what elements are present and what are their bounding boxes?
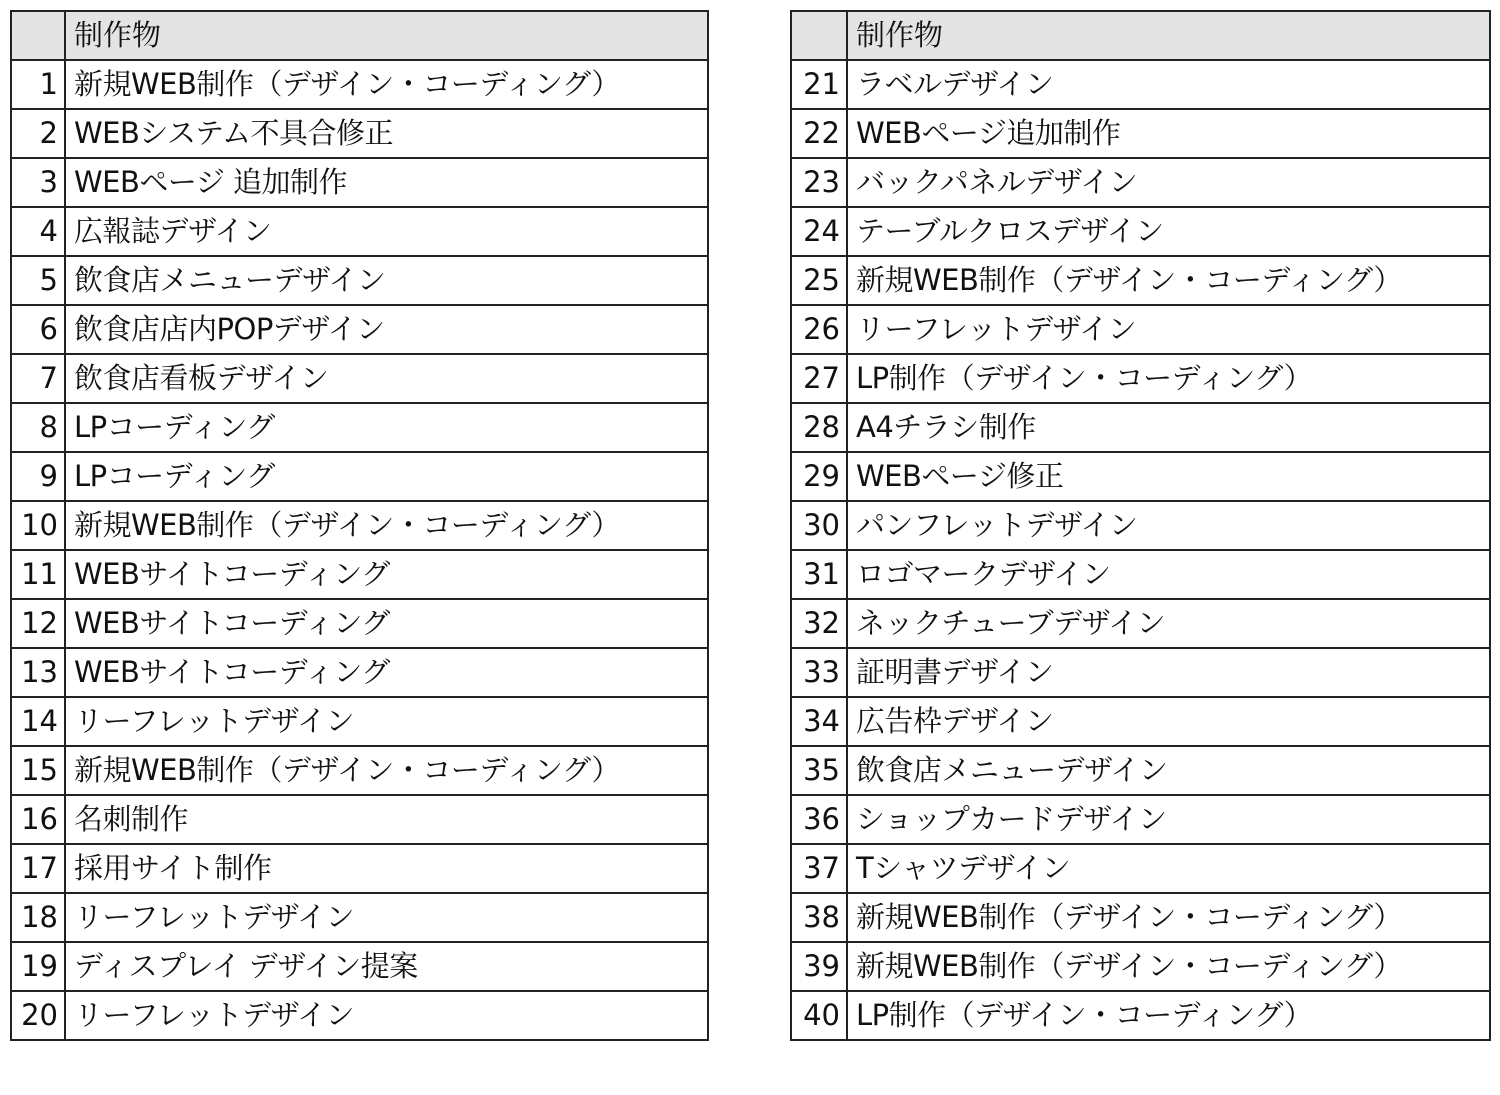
row-number: 5: [11, 256, 65, 305]
work-item-name: 名刺制作: [65, 795, 708, 844]
row-number: 24: [791, 207, 847, 256]
table-row: [11, 403, 708, 452]
row-number: 13: [11, 648, 65, 697]
work-item-name: ロゴマークデザイン: [847, 550, 1490, 599]
table-row: [791, 207, 1490, 256]
row-number: 25: [791, 256, 847, 305]
table-header-row: [791, 11, 1490, 60]
work-item-name: ラベルデザイン: [847, 60, 1490, 109]
row-number: 11: [11, 550, 65, 599]
work-item-name: リーフレットデザイン: [65, 893, 708, 942]
work-item-name: WEBシステム不具合修正: [65, 109, 708, 158]
table-row: [791, 60, 1490, 109]
row-number: 15: [11, 746, 65, 795]
work-item-name: 新規WEB制作（デザイン・コーディング）: [65, 746, 708, 795]
table-row: [791, 697, 1490, 746]
work-item-name: 新規WEB制作（デザイン・コーディング）: [847, 942, 1490, 991]
work-item-name: WEBサイトコーディング: [65, 648, 708, 697]
row-number: 1: [11, 60, 65, 109]
table-row: [791, 844, 1490, 893]
row-number: 32: [791, 599, 847, 648]
row-number: 33: [791, 648, 847, 697]
row-number: 18: [11, 893, 65, 942]
work-item-name: Tシャツデザイン: [847, 844, 1490, 893]
row-number: 12: [11, 599, 65, 648]
work-item-name: 新規WEB制作（デザイン・コーディング）: [65, 501, 708, 550]
work-item-name: LPコーディング: [65, 403, 708, 452]
table-row: [791, 746, 1490, 795]
table-row: [11, 795, 708, 844]
row-number: 38: [791, 893, 847, 942]
work-item-name: ショップカードデザイン: [847, 795, 1490, 844]
row-number: 27: [791, 354, 847, 403]
work-item-name: リーフレットデザイン: [65, 991, 708, 1040]
work-item-name: リーフレットデザイン: [65, 697, 708, 746]
table-row: [11, 697, 708, 746]
table-row: [791, 795, 1490, 844]
table-row: [791, 354, 1490, 403]
row-number: 22: [791, 109, 847, 158]
works-column-header: 制作物: [65, 11, 708, 60]
table-row: [791, 403, 1490, 452]
row-number: 8: [11, 403, 65, 452]
row-number: 31: [791, 550, 847, 599]
work-item-name: パンフレットデザイン: [847, 501, 1490, 550]
row-number: 20: [11, 991, 65, 1040]
table-row: [791, 893, 1490, 942]
works-table-right: [790, 10, 1491, 1041]
number-column-header: [11, 11, 65, 60]
table-row: [11, 256, 708, 305]
work-item-name: 飲食店メニューデザイン: [65, 256, 708, 305]
table-row: [11, 746, 708, 795]
table-row: [11, 354, 708, 403]
number-column-header: [791, 11, 847, 60]
table-row: [11, 207, 708, 256]
work-item-name: WEBページ追加制作: [847, 109, 1490, 158]
table-row: [11, 893, 708, 942]
table-row: [791, 452, 1490, 501]
work-item-name: 新規WEB制作（デザイン・コーディング）: [847, 893, 1490, 942]
row-number: 30: [791, 501, 847, 550]
table-row: [11, 844, 708, 893]
row-number: 10: [11, 501, 65, 550]
work-item-name: 新規WEB制作（デザイン・コーディング）: [847, 256, 1490, 305]
table-row: [791, 599, 1490, 648]
work-item-name: 新規WEB制作（デザイン・コーディング）: [65, 60, 708, 109]
row-number: 28: [791, 403, 847, 452]
work-item-name: WEBページ 追加制作: [65, 158, 708, 207]
work-item-name: WEBサイトコーディング: [65, 550, 708, 599]
row-number: 2: [11, 109, 65, 158]
row-number: 26: [791, 305, 847, 354]
work-item-name: A4チラシ制作: [847, 403, 1490, 452]
row-number: 9: [11, 452, 65, 501]
work-item-name: WEBページ修正: [847, 452, 1490, 501]
table-row: [11, 942, 708, 991]
work-item-name: テーブルクロスデザイン: [847, 207, 1490, 256]
row-number: 36: [791, 795, 847, 844]
table-row: [791, 648, 1490, 697]
row-number: 21: [791, 60, 847, 109]
works-table-left: [10, 10, 709, 1041]
row-number: 23: [791, 158, 847, 207]
row-number: 4: [11, 207, 65, 256]
table-row: [11, 648, 708, 697]
row-number: 34: [791, 697, 847, 746]
work-item-name: 証明書デザイン: [847, 648, 1490, 697]
row-number: 14: [11, 697, 65, 746]
row-number: 7: [11, 354, 65, 403]
row-number: 6: [11, 305, 65, 354]
work-item-name: 飲食店店内POPデザイン: [65, 305, 708, 354]
table-row: [11, 305, 708, 354]
table-row: [791, 991, 1490, 1040]
work-item-name: ディスプレイ デザイン提案: [65, 942, 708, 991]
work-item-name: バックパネルデザイン: [847, 158, 1490, 207]
table-row: [11, 599, 708, 648]
row-number: 19: [11, 942, 65, 991]
work-item-name: 飲食店看板デザイン: [65, 354, 708, 403]
table-row: [791, 942, 1490, 991]
table-row: [791, 256, 1490, 305]
work-item-name: 採用サイト制作: [65, 844, 708, 893]
works-column-header: 制作物: [847, 11, 1490, 60]
work-item-name: リーフレットデザイン: [847, 305, 1490, 354]
work-item-name: ネックチューブデザイン: [847, 599, 1490, 648]
table-row: [11, 550, 708, 599]
table-row: [11, 60, 708, 109]
work-item-name: 広告枠デザイン: [847, 697, 1490, 746]
row-number: 17: [11, 844, 65, 893]
work-item-name: 飲食店メニューデザイン: [847, 746, 1490, 795]
works-table-body: [11, 60, 708, 1040]
table-row: [791, 305, 1490, 354]
table-row: [791, 158, 1490, 207]
row-number: 16: [11, 795, 65, 844]
work-item-name: WEBサイトコーディング: [65, 599, 708, 648]
work-item-name: LP制作（デザイン・コーディング）: [847, 991, 1490, 1040]
works-table-body: [791, 60, 1490, 1040]
work-item-name: LP制作（デザイン・コーディング）: [847, 354, 1490, 403]
table-row: [11, 452, 708, 501]
row-number: 3: [11, 158, 65, 207]
table-row: [791, 550, 1490, 599]
work-item-name: 広報誌デザイン: [65, 207, 708, 256]
row-number: 29: [791, 452, 847, 501]
table-row: [11, 501, 708, 550]
work-item-name: LPコーディング: [65, 452, 708, 501]
table-row: [791, 109, 1490, 158]
table-row: [11, 158, 708, 207]
row-number: 40: [791, 991, 847, 1040]
table-row: [11, 109, 708, 158]
row-number: 35: [791, 746, 847, 795]
row-number: 39: [791, 942, 847, 991]
table-header-row: [11, 11, 708, 60]
table-row: [791, 501, 1490, 550]
table-row: [11, 991, 708, 1040]
row-number: 37: [791, 844, 847, 893]
